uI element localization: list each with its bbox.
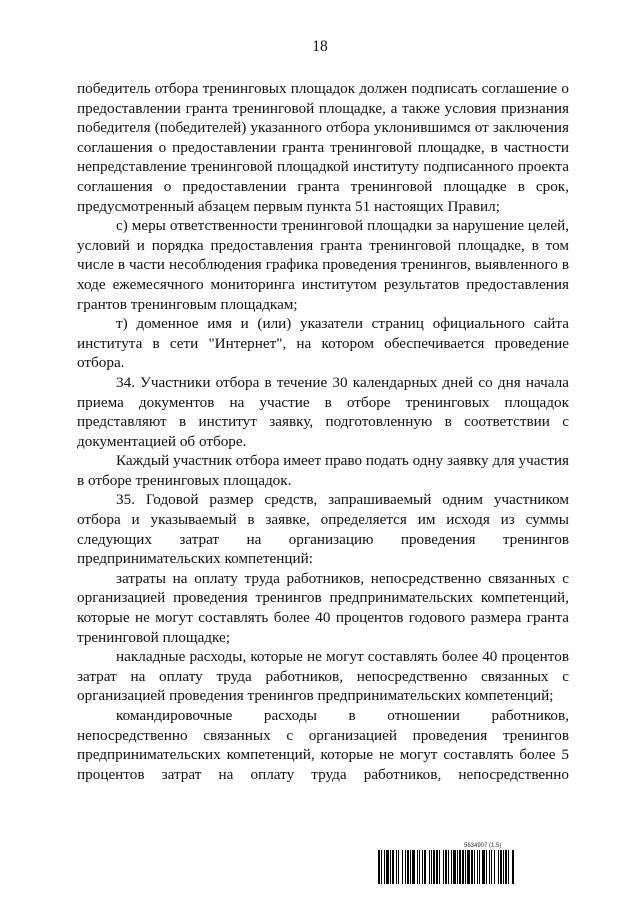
barcode-caption: 5634907 (1.5)	[464, 843, 502, 849]
paragraph-labor-costs: затраты на оплату труда работников, непосредственно связанных с организацией проведения тренингов предпринимательских компетенций, которые не могут составлять более 40 процентов годового размера гранта тренинговой площадке;	[77, 569, 569, 646]
paragraph-travel-costs: командировочные расходы в отношении работников, непосредственно связанных с организацией проведения тренингов предпринимательских компетенций, которые не могут составлять более 5 процентов затрат на оплату труда работников, непосредственно	[77, 707, 569, 783]
document-body	[77, 79, 569, 784]
barcode-block	[378, 842, 588, 884]
paragraph-single-application: Каждый участник отбора имеет право подать одну заявку для участия в отборе тренинговых площадок.	[77, 452, 569, 489]
page-number: 18	[312, 38, 328, 55]
paragraph-clause-35: 35. Годовой размер средств, запрашиваемый одним участником отбора и указываемый в заявке, определяется им исходя из суммы следующих затрат на организацию проведения тренингов предпринимательских компетенций:	[77, 491, 569, 568]
paragraph-clause-34: 34. Участники отбора в течение 30 календарных дней со дня начала приема документов на участие в отборе тренинговых площадок представляют в институт заявку, подготовленную в соответствии с документацией об отборе.	[77, 373, 569, 450]
paragraph-item-t-domain: т) доменное имя и (или) указатели страниц официального сайта института в сети "Интернет", на котором обеспечивается проведение отбора.	[77, 315, 569, 372]
barcode-icon	[378, 850, 588, 884]
paragraph-award-agreement: победитель отбора тренинговых площадок должен подписать соглашение о предоставлении гранта тренинговой площадке, а также условия признания победителя (победителей) указанного отбора уклонившимся от заключения соглашения о предоставлении гранта тренинговой площадке, в частности непредставление тренинговой площадкой институту подписанного проекта соглашения о предоставлении гранта тренинговой площадке в срок, предусмотренный абзацем первым пункта 51 настоящих Правил;	[77, 80, 569, 215]
paragraph-item-s-liability: с) меры ответственности тренинговой площадки за нарушение целей, условий и порядка предоставления гранта тренинговой площадке, в том числе в части несоблюдения графика проведения тренингов, выявленного в ходе ежемесячного мониторинга институтом результатов предоставления грантов тренинговым площадкам;	[77, 217, 569, 313]
paragraph-overhead-costs: накладные расходы, которые не могут составлять более 40 процентов затрат на оплату труда работников, непосредственно связанных с организацией проведения тренингов предпринимательских компетенций;	[77, 648, 569, 705]
